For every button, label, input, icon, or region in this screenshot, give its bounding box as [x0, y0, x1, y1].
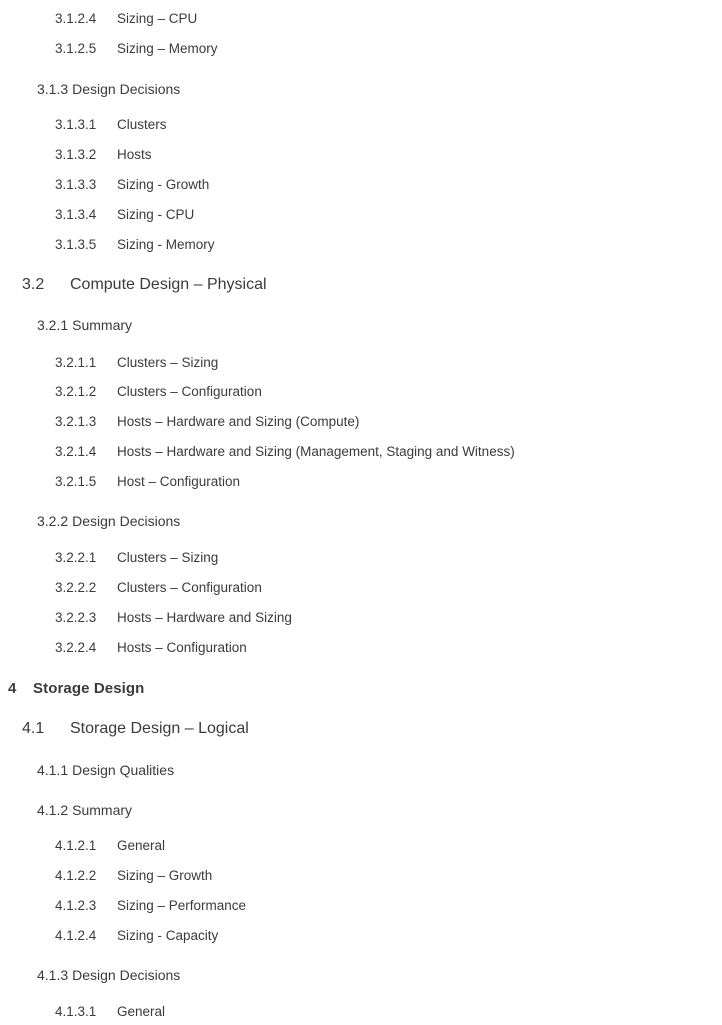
toc-entry-number: 3.2.2 [37, 513, 69, 529]
toc-entry-number: 3.1.3 [37, 81, 69, 97]
toc-entry-number: 3.1.3.2 [55, 147, 97, 162]
toc-entry-title: Hosts [117, 147, 152, 162]
toc-entry-number: 4.1.1 [37, 762, 69, 778]
toc-entry-4[interactable] [0, 680, 722, 697]
toc-entry-4-1-2[interactable] [0, 802, 722, 818]
toc-entry-3-1-3-4[interactable] [0, 207, 722, 222]
toc-entry-title: Sizing – Growth [117, 868, 213, 883]
toc-entry-3-1-3-2[interactable] [0, 147, 722, 162]
toc-entry-3-2-2-3[interactable] [0, 610, 722, 625]
toc-entry-4-1-3[interactable] [0, 967, 722, 983]
toc-entry-title: Sizing – Memory [117, 41, 218, 56]
toc-entry-title: Design Qualities [72, 762, 175, 778]
toc-entry-title: General [117, 838, 166, 853]
toc-entry-number: 4.1.2.2 [55, 868, 97, 883]
toc-entry-number: 4.1.3.1 [55, 1004, 97, 1019]
toc-entry-number: 3.2.1.2 [55, 384, 97, 399]
toc-entry-title: Storage Design [33, 680, 145, 697]
toc-entry-title: Hosts – Hardware and Sizing (Compute) [117, 414, 360, 429]
toc-entry-number: 3.2.1.1 [55, 355, 97, 370]
toc-entry-number: 3.2.1.5 [55, 474, 97, 489]
toc-entry-3-1-3-3[interactable] [0, 177, 722, 192]
toc-entry-number: 3.2.2.4 [55, 640, 97, 655]
toc-entry-title: Clusters [117, 117, 167, 132]
toc-entry-number: 3.2.1.4 [55, 444, 97, 459]
toc-entry-number: 3.1.3.1 [55, 117, 97, 132]
toc-entry-number: 3.1.2.4 [55, 11, 97, 26]
toc-entry-number: 4.1.2.3 [55, 898, 97, 913]
toc-entry-4-1-2-4[interactable] [0, 928, 722, 943]
toc-entry-4-1-1[interactable] [0, 762, 722, 778]
toc-entry-3-1-3-5[interactable] [0, 237, 722, 252]
toc-entry-title: Design Decisions [72, 513, 181, 529]
toc-entry-title: Clusters – Sizing [117, 355, 219, 370]
toc-entry-title: Storage Design – Logical [70, 720, 249, 737]
toc-entry-number: 3.2.2.2 [55, 580, 97, 595]
toc-entry-title: Compute Design – Physical [70, 276, 267, 293]
toc-entry-3-1-3-1[interactable] [0, 117, 722, 132]
toc-entry-number: 3.2.2.1 [55, 550, 97, 565]
toc-entry-title: Sizing - Capacity [117, 928, 219, 943]
toc-entry-3-2-1-1[interactable] [0, 355, 722, 370]
toc-entry-number: 4.1.2.1 [55, 838, 97, 853]
toc-entry-title: Hosts – Hardware and Sizing [117, 610, 292, 625]
toc-entry-3-1-3[interactable] [0, 81, 722, 97]
toc-entry-title: Hosts – Configuration [117, 640, 247, 655]
toc-entry-title: Sizing - CPU [117, 207, 195, 222]
toc-entry-title: Design Decisions [72, 967, 181, 983]
toc-entry-4-1[interactable] [0, 720, 722, 738]
toc-entry-title: Summary [72, 317, 133, 333]
toc-entry-number: 3.1.3.4 [55, 207, 97, 222]
toc-entry-title: Clusters – Sizing [117, 550, 219, 565]
toc-entry-number: 4.1 [22, 720, 45, 737]
toc-entry-number: 4.1.3 [37, 967, 69, 983]
toc-entry-number: 3.2.1 [37, 317, 69, 333]
toc-entry-3-2-2[interactable] [0, 513, 722, 529]
toc-entry-3-2[interactable] [0, 276, 722, 294]
toc-entry-title: Sizing - Memory [117, 237, 215, 252]
toc-entry-3-1-2-5[interactable] [0, 41, 722, 56]
toc-entry-number: 4.1.2 [37, 802, 69, 818]
toc-entry-4-1-2-3[interactable] [0, 898, 722, 913]
toc-entry-3-2-2-2[interactable] [0, 580, 722, 595]
toc-entry-3-2-1-5[interactable] [0, 474, 722, 489]
toc-entry-3-1-2-4[interactable] [0, 11, 722, 26]
toc-entry-number: 3.2.1.3 [55, 414, 97, 429]
toc-entry-title: Clusters – Configuration [117, 580, 262, 595]
toc-entry-title: General [117, 1004, 166, 1019]
toc-entry-3-2-1-2[interactable] [0, 384, 722, 399]
toc-entry-number: 3.1.3.5 [55, 237, 97, 252]
toc-entry-number: 3.1.3.3 [55, 177, 97, 192]
toc-entry-number: 3.2.2.3 [55, 610, 97, 625]
toc-entry-3-2-1-3[interactable] [0, 414, 722, 429]
toc-entry-title: Sizing – Performance [117, 898, 247, 913]
toc-entry-3-2-1-4[interactable] [0, 444, 722, 459]
toc-entry-4-1-2-2[interactable] [0, 868, 722, 883]
toc-entry-number: 3.1.2.5 [55, 41, 97, 56]
toc-entry-4-1-2-1[interactable] [0, 838, 722, 853]
toc-entry-number: 3.2 [22, 276, 45, 293]
toc-entry-title: Sizing - Growth [117, 177, 210, 192]
toc-entry-title: Sizing – CPU [117, 11, 198, 26]
toc-entry-3-2-1[interactable] [0, 317, 722, 333]
toc-entry-title: Hosts – Hardware and Sizing (Management, Staging and Witness) [117, 444, 515, 459]
toc-entry-title: Summary [72, 802, 133, 818]
toc-entry-number: 4.1.2.4 [55, 928, 97, 943]
toc-entry-title: Clusters – Configuration [117, 384, 262, 399]
toc-entry-3-2-2-4[interactable] [0, 640, 722, 655]
toc-entry-title: Design Decisions [72, 81, 181, 97]
toc-entry-4-1-3-1[interactable] [0, 1004, 722, 1019]
toc-entry-3-2-2-1[interactable] [0, 550, 722, 565]
toc-entry-title: Host – Configuration [117, 474, 241, 489]
toc-entry-number: 4 [8, 680, 17, 697]
